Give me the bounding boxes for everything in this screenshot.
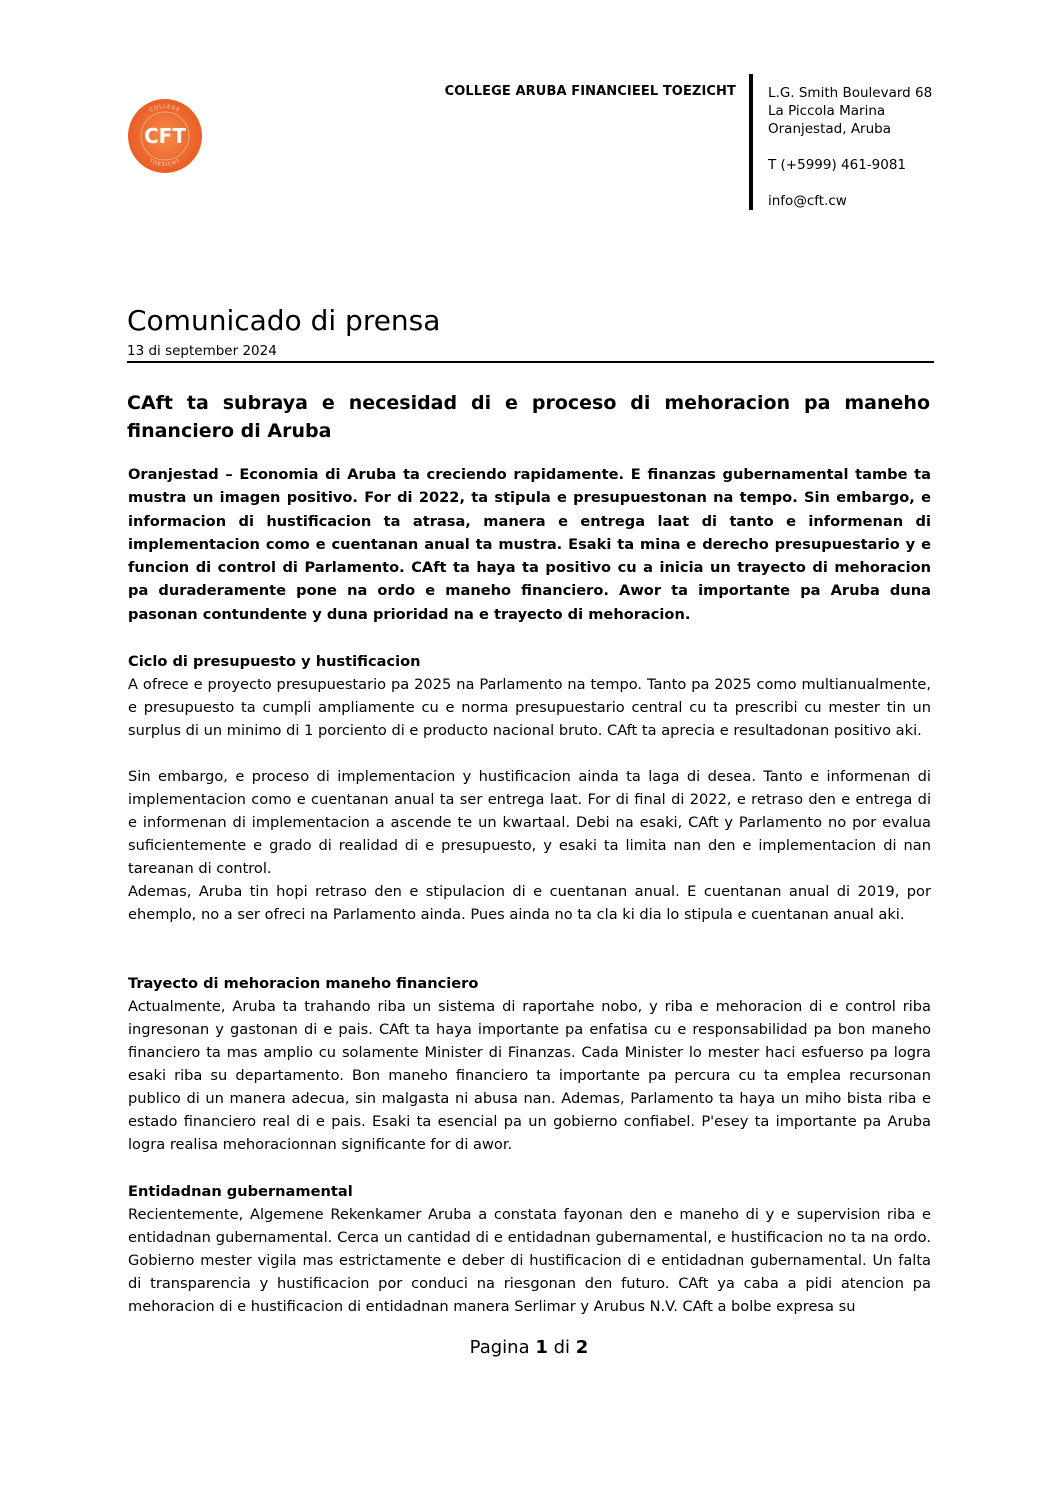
lead-paragraph: Oranjestad – Economia di Aruba ta creciendo rapidamente. E finanzas gubernamental tambe ta mustra un imagen positivo. For di 2022, ta stipula e presupuestonan na tempo. Sin embargo, e informacion di hustificacion ta atrasa, manera e entrega laat di tanto e informenan di implementacion como e cuentanan anual ta mustra. Esaki ta mina e derecho presupuestario y e funcion di control di Parlamento. CAft ta haya ta positivo cu a inicia un trayecto di mehoracion pa duraderamente pone na ordo e maneho financiero. Awor ta importante pa Aruba duna pasonan contundente y duna prioridad na e trayecto di mehoracion. (128, 466, 931, 623)
cft-logo (127, 98, 203, 174)
section-paragraph: Sin embargo, e proceso di implementacion y hustificacion ainda ta laga di desea. Tanto e informenan di implementacion como e cuentanan anual ta ser entrega laat. For di final di 2022, e retraso den e entrega di e informenan di implementacion a ascende te un kwartaal. Debi na esaki, CAft y Parlamento no por evalua suficientemente e grado di realidad di e presupuesto, y esaki ta limita nan den e implementacion di nan tareanan di control. (128, 768, 931, 877)
of-word: di (553, 1337, 571, 1358)
email-address[interactable]: info@cft.cw (768, 193, 847, 209)
section-paragraph: A ofrece e proyecto presupuestario pa 2025 na Parlamento na tempo. Tanto pa 2025 como multianualmente, e presupuesto ta cumpli ampliamente cu e norma presupuestario central cu ta prescribi cu mester tin un surplus di un minimo di 1 porciento di e producto nacional bruto. CAft ta aprecia e resultadonan positivo aki. (128, 676, 931, 739)
section-heading: Trayecto di mehoracion maneho financiero (128, 975, 479, 992)
phone-number: T (+5999) 461-9081 (768, 157, 907, 173)
address-line-2: La Piccola Marina (768, 103, 886, 119)
section-heading: Entidadnan gubernamental (128, 1183, 353, 1200)
section-improvement-trajectory (128, 972, 931, 1156)
contact-block (768, 84, 968, 210)
headline: CAft ta subraya e necesidad di e proceso di mehoracion pa maneho financiero di Aruba (127, 392, 930, 442)
page-word: Pagina (469, 1337, 530, 1358)
section-budget-cycle (128, 650, 931, 926)
header-divider (749, 74, 753, 210)
document-date: 13 di september 2024 (127, 343, 277, 359)
svg-text:TOEZICHT: TOEZICHT (148, 157, 182, 169)
section-government-entities (128, 1180, 931, 1318)
section-paragraph: Recientemente, Algemene Rekenkamer Aruba a constata fayonan den e maneho di y e supervision riba e entidadnan gubernamental. Cerca un cantidad di e entidadnan gubernamental, e hustificacion no ta na ordo. Gobierno mester vigila mas estrictamente e deber di hustificacion di e entidadnan gubernamental. Un falta di transparencia y hustificacion por conduci na riesgonan den futuro. CAft ya caba a pidi atencion pa mehoracion di e hustificacion di entidadnan manera Serlimar y Arubus N.V. CAft a bolbe expresa su (128, 1206, 931, 1315)
address-line-1: L.G. Smith Boulevard 68 (768, 85, 933, 101)
address-line-3: Oranjestad, Aruba (768, 121, 891, 137)
svg-text:COLLEGE: COLLEGE (148, 103, 182, 114)
page-title: Comunicado di prensa (127, 304, 441, 337)
organization-name: COLLEGE ARUBA FINANCIEEL TOEZICHT (444, 84, 736, 99)
page-number (0, 1337, 1058, 1358)
section-heading: Ciclo di presupuesto y hustificacion (128, 653, 421, 670)
section-paragraph: Actualmente, Aruba ta trahando riba un sistema di raportahe nobo, y riba e mehoracion di e control riba ingresonan y gastonan di e pais. CAft ta haya importante pa enfatisa cu e responsabilidad pa bon maneho financiero ta mas amplio cu solamente Minister di Finanzas. Cada Minister lo mester haci esfuerso pa logra esaki riba su departamento. Bon maneho financiero ta importante pa percura cu ta emplea recursonan publico di un manera adecua, sin malgasta ni abusa nan. Ademas, Parlamento ta haya un miho bista riba e estado financiero real di e pais. Esaki ta esencial pa un gobierno confiabel. P'esey ta importante pa Aruba logra realisa mehoracionnan significante for di awor. (128, 998, 931, 1153)
title-rule (127, 361, 934, 363)
page-total: 2 (575, 1337, 589, 1358)
section-paragraph: Ademas, Aruba tin hopi retraso den e stipulacion di e cuentanan anual. E cuentanan anual di 2019, por ehemplo, no a ser ofreci na Parlamento ainda. Pues ainda no ta cla ki dia lo stipula e cuentanan anual aki. (128, 883, 931, 923)
page-current: 1 (535, 1337, 548, 1358)
logo-text: CFT (144, 124, 186, 148)
